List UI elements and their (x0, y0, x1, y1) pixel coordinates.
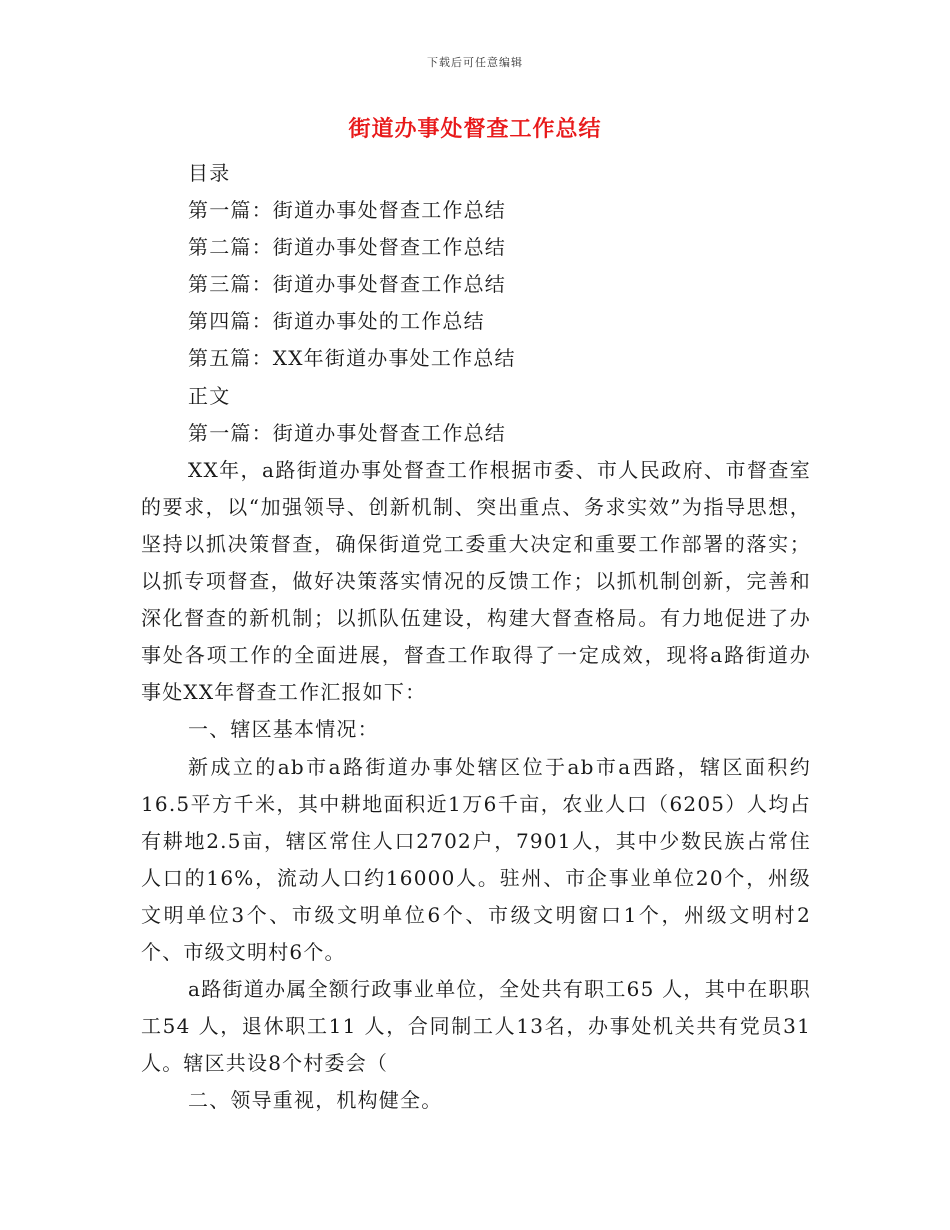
toc-item: 第三篇：街道办事处督查工作总结 (188, 272, 506, 297)
paragraph: a路街道办属全额行政事业单位，全处共有职工65 人，其中在职职工54 人，退休职工11 人，合同制工人13名，办事处机关共有党员31人。辖区共设8个村委会（ (141, 977, 811, 1076)
subsection-heading: 二、领导重视，机构健全。 (188, 1088, 443, 1113)
paragraph: 新成立的ab市a路街道办事处辖区位于ab市a西路，辖区面积约16.5平方千米，其中耕地面积近1万6千亩，农业人口（6205）人均占有耕地2.5亩，辖区常住人口2702户，7901人，其中少数民族占常住人口的16%，流动人口约16000人。驻州、市企事业单位20个，州级文明单位3个、市级文明单位6个、市级文明窗口1个，州级文明村2个、市级文明村6个。 (141, 754, 811, 964)
paragraph: XX年，a路街道办事处督查工作根据市委、市人民政府、市督查室的要求，以“加强领导、创新机制、突出重点、务求实效”为指导思想，坚持以抓决策督查，确保街道党工委重大决定和重要工作部署的落实；以抓专项督查，做好决策落实情况的反馈工作；以抓机制创新，完善和深化督查的新机制；以抓队伍建设，构建大督查格局。有力地促进了办事处各项工作的全面进展，督查工作取得了一定成效，现将a路街道办事处XX年督查工作汇报如下： (141, 457, 811, 705)
body-heading: 正文 (188, 383, 231, 408)
toc-item: 第一篇：街道办事处督查工作总结 (188, 198, 506, 223)
section-title: 第一篇：街道办事处督查工作总结 (188, 420, 506, 445)
toc-heading: 目录 (188, 161, 231, 185)
toc-item: 第二篇：街道办事处督查工作总结 (188, 235, 506, 260)
header-note: 下载后可任意编辑 (427, 56, 523, 69)
toc-item: 第五篇：XX年街道办事处工作总结 (188, 346, 516, 371)
document-title: 街道办事处督查工作总结 (348, 116, 602, 142)
toc-item: 第四篇：街道办事处的工作总结 (188, 309, 485, 334)
document-body (141, 155, 811, 1119)
subsection-heading: 一、辖区基本情况： (188, 717, 379, 742)
